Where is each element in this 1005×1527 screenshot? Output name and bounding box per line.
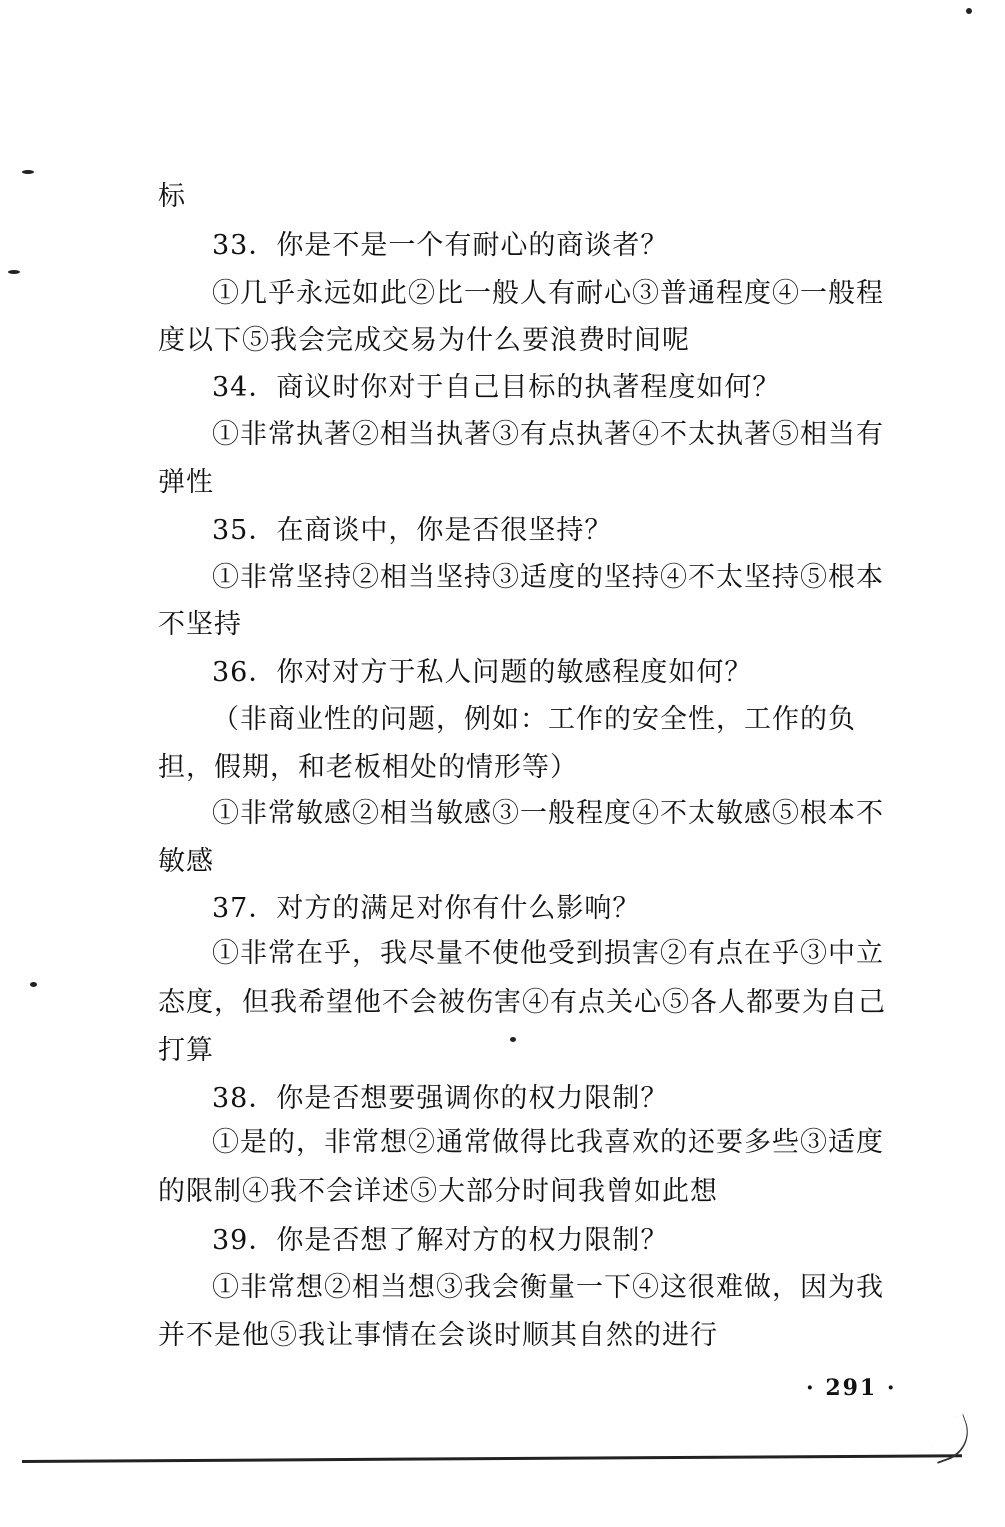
options-38-line-1: ①是的，非常想②通常做得比我喜欢的还要多些③适度: [212, 1127, 884, 1158]
options-35-line-2: 不坚持: [158, 609, 242, 640]
options-34-line-2: 弹性: [158, 467, 214, 498]
options-33-line-1: ①几乎永远如此②比一般人有耐心③普通程度④一般程: [212, 278, 884, 309]
text-line: 标: [158, 181, 186, 212]
question-37: 37．对方的满足对你有什么影响？: [212, 893, 641, 924]
question-33: 33．你是不是一个有耐心的商谈者？: [212, 230, 669, 261]
question-38: 38．你是否想要强调你的权力限制？: [212, 1083, 669, 1114]
note-36-line-2: 担，假期，和老板相处的情形等）: [158, 752, 578, 783]
question-35: 35．在商谈中，你是否很坚持？: [212, 515, 613, 546]
scan-speck: [966, 8, 972, 14]
bottom-rule: [22, 1454, 962, 1463]
options-33-line-2: 度以下⑤我会完成交易为什么要浪费时间呢: [158, 325, 690, 356]
options-36-line-2: 敏感: [158, 846, 214, 877]
question-36: 36．你对对方于私人问题的敏感程度如何？: [212, 657, 753, 688]
scan-speck: [30, 982, 37, 987]
options-34-line-1: ①非常执著②相当执著③有点执著④不太执著⑤相当有: [212, 419, 884, 450]
note-36-line-1: （非商业性的问题，例如：工作的安全性，工作的负: [212, 704, 856, 735]
options-37-line-3: 打算: [158, 1035, 214, 1066]
options-39-line-2: 并不是他⑤我让事情在会谈时顺其自然的进行: [158, 1320, 718, 1351]
options-38-line-2: 的限制④我不会详述⑤大部分时间我曾如此想: [158, 1176, 718, 1207]
scan-speck: [22, 170, 34, 174]
options-37-line-2: 态度，但我希望他不会被伤害④有点关心⑤各人都要为自己: [158, 987, 886, 1018]
scan-speck: [510, 1037, 516, 1042]
question-39: 39．你是否想了解对方的权力限制？: [212, 1225, 669, 1256]
options-36-line-1: ①非常敏感②相当敏感③一般程度④不太敏感⑤根本不: [212, 798, 884, 829]
options-39-line-1: ①非常想②相当想③我会衡量一下④这很难做，因为我: [212, 1272, 884, 1303]
question-34: 34．商议时你对于自己目标的执著程度如何？: [212, 372, 781, 403]
scan-speck: [8, 270, 20, 274]
page-number: · 291 ·: [806, 1375, 897, 1401]
options-37-line-1: ①非常在乎，我尽量不使他受到损害②有点在乎③中立: [212, 938, 884, 969]
options-35-line-1: ①非常坚持②相当坚持③适度的坚持④不太坚持⑤根本: [212, 562, 884, 593]
